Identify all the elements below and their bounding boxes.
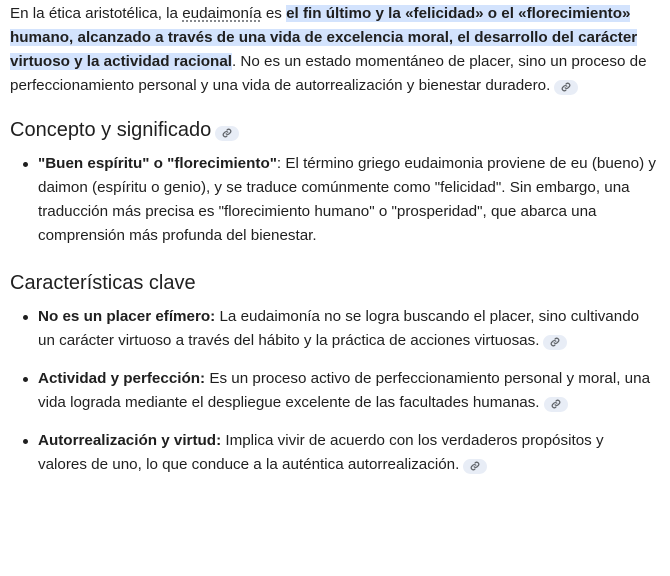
list-item-title: No es un placer efímero: xyxy=(38,308,216,325)
list-item-title: Autorrealización y virtud: xyxy=(38,432,222,449)
highlighted-definition: el fin último y la «felicidad» o el «florecimiento» humano, alcanzado a través de una vida de excelencia moral, el desarrollo del carácter virtuoso y la actividad racional xyxy=(10,5,638,70)
link-icon xyxy=(222,128,232,138)
section-heading-concepto: Concepto y significado xyxy=(10,116,656,144)
list-item-title: Actividad y perfección: xyxy=(38,370,206,387)
intro-paragraph xyxy=(10,0,656,98)
list-item xyxy=(38,152,656,248)
source-link-chip[interactable] xyxy=(463,459,487,474)
link-icon xyxy=(551,399,561,409)
list-item xyxy=(38,305,656,353)
eudaimonia-term-link[interactable]: eudaimonía xyxy=(182,5,262,22)
list-item-text: : El término griego eudaimonia proviene de eu (bueno) y daimon (espíritu o genio), y se traduce comúnmente como "felicidad". Sin embargo, una traducción más precisa es "florecimiento humano" o "prosperidad", que abarca una comprensión más profunda del bienestar. xyxy=(38,155,656,244)
intro-text-before: En la ética aristotélica, la xyxy=(10,5,183,22)
list-item xyxy=(38,367,656,415)
link-icon xyxy=(470,461,480,471)
link-icon xyxy=(550,337,560,347)
source-link-chip[interactable] xyxy=(543,335,567,350)
source-link-chip[interactable] xyxy=(554,80,578,95)
caracteristicas-list xyxy=(10,305,656,477)
intro-text-after: . No es un estado momentáneo de placer, sino un proceso de perfeccionamiento personal y una vida de autorrealización y bienestar duradero. xyxy=(10,53,647,94)
intro-text-mid: es xyxy=(261,5,287,22)
link-icon xyxy=(561,82,571,92)
source-link-chip[interactable] xyxy=(544,397,568,412)
list-item-title: "Buen espíritu" o "florecimiento" xyxy=(38,155,277,172)
section-heading-caracteristicas: Características clave xyxy=(10,272,196,294)
source-link-chip[interactable] xyxy=(215,126,239,141)
list-item-text: Implica vivir de acuerdo con los verdaderos propósitos y valores de uno, lo que conduce a la auténtica autorrealización. xyxy=(38,432,604,473)
concepto-list xyxy=(10,152,656,248)
list-item xyxy=(38,429,656,477)
list-item-text: La eudaimonía no se logra buscando el placer, sino cultivando un carácter virtuoso a través del hábito y la práctica de acciones virtuosas. xyxy=(38,308,640,349)
list-item-text: Es un proceso activo de perfeccionamiento personal y moral, una vida lograda mediante el despliegue excelente de las facultades humanas. xyxy=(38,370,651,411)
